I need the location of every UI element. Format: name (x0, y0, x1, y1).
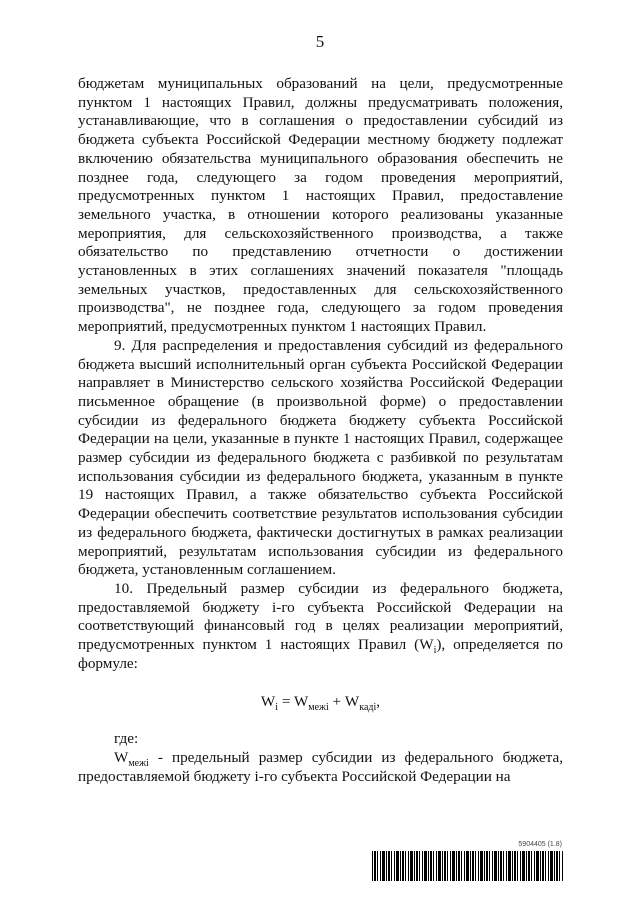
page-number: 5 (315, 32, 325, 51)
formula-equals: = (278, 692, 294, 710)
paragraph-continuation: бюджетам муниципальных образований на цели, предусмотренные пунктом 1 настоящих Правил, должны предусматривать положения, устанавливающие, что в соглашения о предоставлении субсидий из бюджета субъекта Российской Федерации местному бюджету подлежат включению обязательства муниципального образования обеспечить не позднее года, следующего за годом проведения мероприятий, предусмотренных пунктом 1 настоящих Правил, предоставление земельного участка, в отношении которого реализованы указанные мероприятия, для сельскохозяйственного производства, а также обязательство по представлению отчетности о достижении установленных в этих соглашениях значений показателя "площадь земельных участков, предоставленных для сельскохозяйственного производства", не позднее года, следующего за годом проведения мероприятий, предусмотренных пунктом 1 настоящих Правил. (78, 75, 563, 336)
paragraph-9: 9. Для распределения и предоставления субсидий из федерального бюджета высший исполнительный орган субъекта Российской Федерации направляет в Министерство сельского хозяйства Российской Федерации письменное обращение (в произвольной форме) о предоставлении субсидии из федерального бюджета бюджету субъекта Российской Федерации на цели, указанные в пункте 1 настоящих Правил, содержащее размер субсидии из федерального бюджета с разбивкой по результатам использования субсидии из федерального бюджета, указанным в пункте 19 настоящих Правил, а также обязательство субъекта Российской Федерации обеспечить соответствие результатов использования субсидии из федерального бюджета, фактически достигнутых в рамках реализации мероприятий, результатам использования субсидии из федерального бюджета, установленным соглашением. (78, 336, 563, 579)
definition-w-mezh (78, 749, 563, 786)
formula-term1-subscript: межі (308, 701, 329, 713)
definition-text: - предельный размер субсидии из федерального бюджета, предоставляемой бюджету i-го субъекта Российской Федерации на (78, 748, 563, 785)
formula-term1: W (293, 692, 309, 710)
barcode-label: 5904405 (1.8) (518, 841, 562, 848)
barcode-image (372, 851, 564, 881)
paragraph-10 (78, 580, 563, 674)
paragraph-10-text-start: 10. Предельный размер субсидии из федерального бюджета, предоставляемой бюджету i-го субъекта Российской Федерации на соответствующий финансовый год в целях реализации мероприятий, предусмотренных пунктом 1 настоящих Правил (W (78, 579, 563, 654)
formula-lhs-subscript: i (275, 701, 279, 713)
formula-term2-subscript: кадi (359, 701, 377, 713)
paragraph-10-subscript: i (433, 645, 437, 657)
definition-symbol-subscript: межі (128, 757, 149, 769)
formula-lhs: W (260, 692, 276, 710)
formula-term2: W (344, 692, 360, 710)
definition-symbol: W (114, 748, 129, 766)
where-label: где: (114, 730, 139, 748)
barcode-block (372, 840, 564, 882)
formula-tail: , (376, 692, 381, 710)
formula (78, 693, 563, 712)
paragraph-10-text-end: ), определяется по формуле: (78, 636, 563, 672)
formula-plus: + (328, 692, 345, 710)
document-body (78, 75, 563, 786)
